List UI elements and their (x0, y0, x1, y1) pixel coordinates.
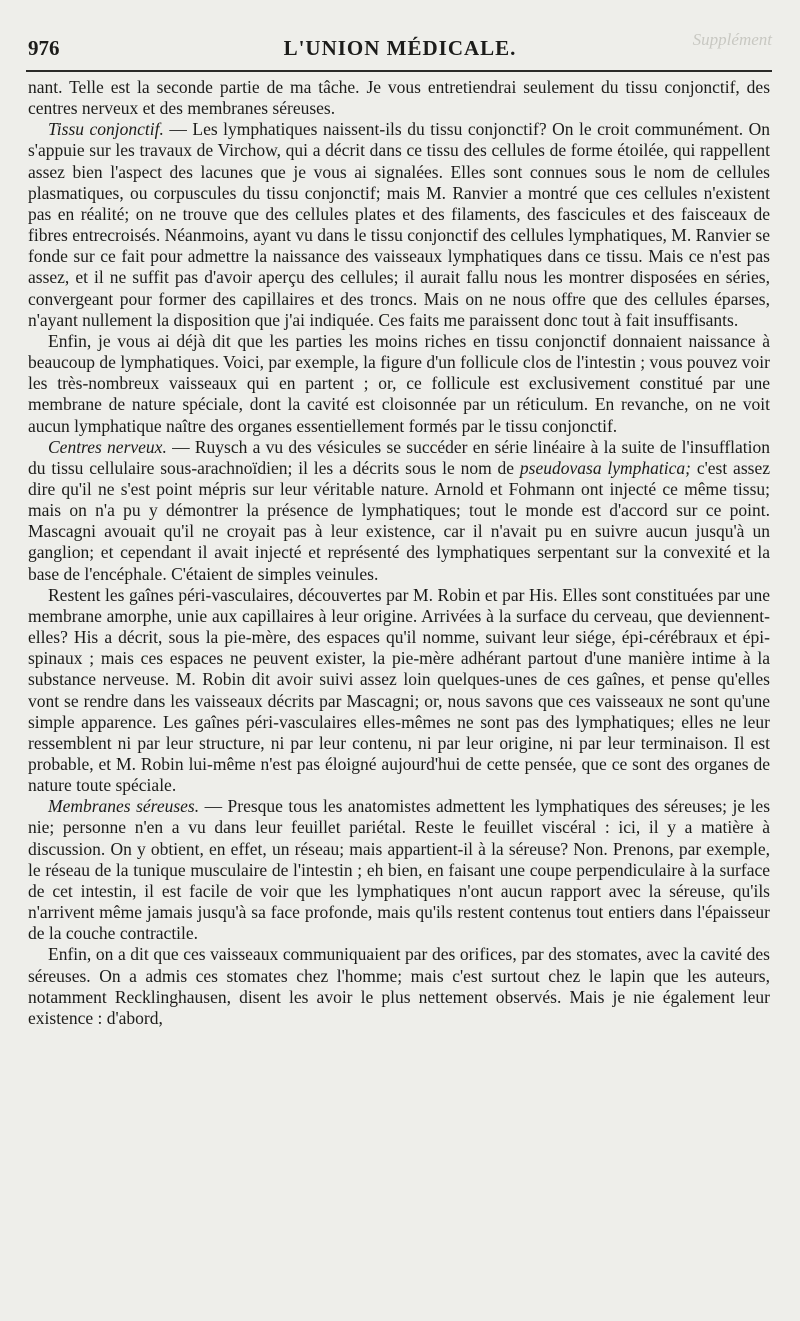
paragraph-stomates (28, 944, 770, 1029)
paragraph-text: Enfin, je vous ai déjà dit que les parties les moins riches en tissu conjonctif donnaient naissance à beaucoup de lymphatiques. Voici, par exemple, la figure d'un follicule clos de l'intestin ; vous pouvez voir les très-nombreux vaisseaux qui en partent ; or, ce follicule est exclusivement constitué par une membrane de nature spéciale, dont la cavité est cloisonnée par un réticulum. En revanche, on ne voit aucun lymphatique naître des organes essentiellement formés par le tissu conjonctif. (28, 330, 770, 436)
paragraph-text: — Ruysch a vu des vésicules se succéder en série linéaire à la suite de l'insufflation du tissu cellulaire sous-arachnoïdien; il les a décrits sous le nom de (28, 436, 771, 478)
section-lead-membranes-sereuses: Membranes séreuses. (48, 796, 200, 817)
running-title: L'UNION MÉDICALE. (283, 36, 517, 60)
paragraph-text: c'est assez dire qu'il ne s'est point mépris sur leur véritable nature. Arnold et Fohmann ont injecté ce même tissu; mais on n'a pu y démontrer la présence de lymphatiques; tout le monde est d'accord sur ce point. Mascagni avouait qu'il ne croyait pas à leur existence, car il n'avait pu en suivre aucun jusqu'à un ganglion; et cependant il avait injecté et représenté des lymphatiques serpentant sur la convexité et la base de l'encéphale. C'étaient de simples veinules. (28, 457, 770, 584)
paragraph-continuation (28, 77, 770, 119)
page-number: 976 (28, 36, 60, 60)
page-header (28, 28, 772, 62)
bleed-through-text: Supplément (692, 30, 772, 49)
section-lead-tissu-conjonctif: Tissu conjonctif. (48, 119, 164, 140)
section-lead-centres-nerveux: Centres nerveux. (48, 436, 167, 457)
paragraph-gaines (28, 585, 770, 797)
paragraph-text: — Presque tous les anatomistes admettent les lymphatiques des séreuses; je les nie; personne n'en a vu dans leur feuillet pariétal. Reste le feuillet viscéral : ici, il y a matière à discussion. On y obtient, en effet, un réseau; mais appartient-il à la séreuse? Non. Prenons, par exemple, le réseau de la tunique musculaire de l'intestin ; eh bien, en faisant une coupe perpendiculaire à la surface de cet intestin, il est facile de voir que les lymphatiques n'ont aucun rapport avec la séreuse, qu'ils n'arrivent même jamais jusqu'à sa face profonde, mais qu'ils restent contenus tout entiers dans l'épaisseur de la couche contractile. (28, 796, 771, 944)
paragraph-text: nant. Telle est la seconde partie de ma tâche. Je vous entretiendrai seulement du tissu conjonctif, des centres nerveux et des membranes séreuses. (28, 77, 770, 119)
paragraph-text: — Les lymphatiques naissent-ils du tissu conjonctif? On le croit communément. On s'appuie sur les travaux de Virchow, qui a décrit dans ce tissu des cellules de forme étoilée, qui rappellent assez bien l'aspect des lacunes que je vous ai signalées. Elles sont connues sous le nom de cellules plasmatiques, ou corpuscules du tissu conjonctif; mais M. Ranvier a montré que ces cellules n'existent pas en réalité; on ne trouve que des cellules plates et des filaments, des fascicules et des faisceaux de fibres entrecroisés. Néanmoins, ayant vu dans le tissu conjonctif des cellules lymphatiques, M. Ranvier se fonde sur ce fait pour admettre la naissance des vaisseaux lymphatiques dans ce tissu. Mais ce n'est pas assez, et il ne suffit pas d'avoir aperçu des cellules; il aurait fallu nous les montrer disposées en séries, convergeant pour former des capillaires et des troncs. Mais on ne nous offre que des cellules éparses, n'ayant nullement la disposition que j'ai indiquée. Ces faits me paraissent donc tout à fait insuffisants. (28, 119, 770, 330)
paragraph-text: Restent les gaînes péri-vasculaires, découvertes par M. Robin et par His. Elles sont constituées par une membrane amorphe, unie aux capillaires à leur origine. Arrivées à la surface du cerveau, que deviennent-elles? His a décrit, sous la pie-mère, des espaces qu'il nomme, suivant leur siége, épi-cérébraux et épi-spinaux ; mais ces espaces ne peuvent exister, la pie-mère adhérant partout d'une manière intime à la substance nerveuse. M. Robin dit avoir suivi assez loin quelques-unes de ces gaînes, et pense qu'elles vont se rendre dans les vaisseaux décrits par Mascagni; or, nous savons que ces vaisseaux ne sont qu'une simple apparence. Les gaînes péri-vasculaires elles-mêmes ne sont pas des lymphatiques; elles ne leur ressemblent ni par leur structure, ni par leur contenu, ni par leur origine, ni par leur terminaison. Il est probable, et M. Robin lui-même n'est pas éloigné aujourd'hui de cette pensée, que ce sont des organes de nature toute spéciale. (28, 584, 770, 796)
paragraph-text: Enfin, on a dit que ces vaisseaux communiquaient par des orifices, par des stomates, avec la cavité des séreuses. On a admis ces stomates chez l'homme; mais c'est surtout chez le lapin que les auteurs, notamment Recklinghausen, disent les avoir le plus nettement observés. Mais je nie également leur existence : d'abord, (28, 944, 770, 1028)
paragraph-centres-nerveux (28, 437, 770, 585)
italic-term: pseudovasa lymphatica; (519, 457, 692, 478)
article-body (28, 77, 770, 1029)
paragraph-follicule (28, 331, 770, 437)
paragraph-membranes-sereuses (28, 796, 770, 944)
paragraph-tissu-conjonctif (28, 119, 770, 331)
header-rule (26, 70, 772, 72)
